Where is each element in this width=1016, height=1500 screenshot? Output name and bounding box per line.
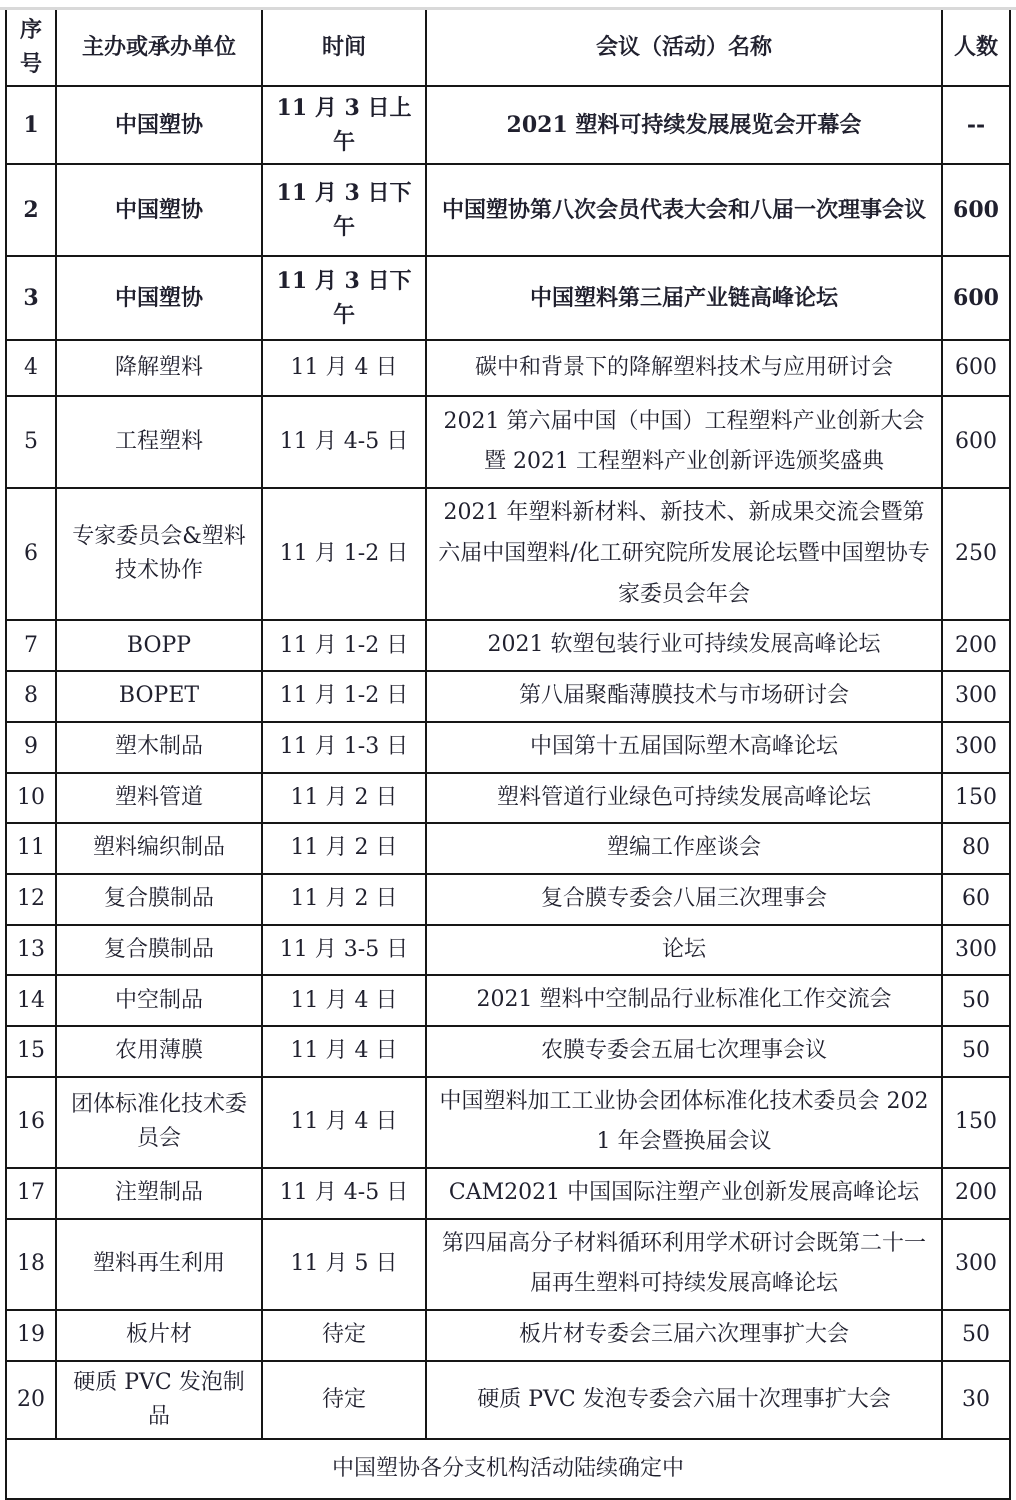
cell-count: 50 <box>942 1026 1010 1077</box>
cell-time: 待定 <box>262 1310 426 1361</box>
cell-unit: 注塑制品 <box>56 1168 262 1219</box>
cell-count: 250 <box>942 488 1010 620</box>
cell-count: 80 <box>942 823 1010 874</box>
cell-unit: BOPET <box>56 671 262 722</box>
cell-name: 农膜专委会五届七次理事会议 <box>426 1026 942 1077</box>
cell-time: 11 月 4-5 日 <box>262 1168 426 1219</box>
footer-note: 中国塑协各分支机构活动陆续确定中 <box>6 1439 1010 1499</box>
cell-time: 11 月 2 日 <box>262 773 426 824</box>
cell-unit: 塑木制品 <box>56 722 262 773</box>
cell-name: 第四届高分子材料循环利用学术研讨会既第二十一届再生塑料可持续发展高峰论坛 <box>426 1219 942 1310</box>
cell-serial: 20 <box>6 1361 56 1439</box>
cell-name: 2021 第六届中国（中国）工程塑料产业创新大会暨 2021 工程塑料产业创新评选颁奖盛典 <box>426 396 942 488</box>
table-header <box>6 8 1010 86</box>
table-row <box>6 975 1010 1026</box>
table-row <box>6 488 1010 620</box>
footer-row <box>6 1439 1010 1499</box>
cell-unit: 农用薄膜 <box>56 1026 262 1077</box>
cell-count: 60 <box>942 874 1010 925</box>
cell-name: 2021 塑料中空制品行业标准化工作交流会 <box>426 975 942 1026</box>
cell-unit: 复合膜制品 <box>56 874 262 925</box>
cell-serial: 6 <box>6 488 56 620</box>
cell-unit: 中国塑协 <box>56 256 262 340</box>
cell-serial: 19 <box>6 1310 56 1361</box>
table-row <box>6 874 1010 925</box>
cell-name: 中国塑协第八次会员代表大会和八届一次理事会议 <box>426 164 942 256</box>
cell-unit: 板片材 <box>56 1310 262 1361</box>
cell-time: 11 月 4 日 <box>262 340 426 396</box>
table-row <box>6 1310 1010 1361</box>
cell-unit: 降解塑料 <box>56 340 262 396</box>
cell-unit: 硬质 PVC 发泡制品 <box>56 1361 262 1439</box>
cell-count: 300 <box>942 925 1010 976</box>
cell-time: 11 月 1-3 日 <box>262 722 426 773</box>
cell-unit: 团体标准化技术委员会 <box>56 1077 262 1168</box>
cell-count: 150 <box>942 1077 1010 1168</box>
cell-unit: 中空制品 <box>56 975 262 1026</box>
cell-serial: 4 <box>6 340 56 396</box>
cell-time: 11 月 2 日 <box>262 823 426 874</box>
cell-serial: 18 <box>6 1219 56 1310</box>
cell-serial: 5 <box>6 396 56 488</box>
cell-unit: 工程塑料 <box>56 396 262 488</box>
cell-time: 11 月 4 日 <box>262 975 426 1026</box>
cell-count: 50 <box>942 1310 1010 1361</box>
header-row <box>6 8 1010 86</box>
table-row <box>6 340 1010 396</box>
cell-time: 11 月 1-2 日 <box>262 620 426 671</box>
cell-serial: 14 <box>6 975 56 1026</box>
table-footer <box>6 1439 1010 1499</box>
cell-serial: 8 <box>6 671 56 722</box>
table-row <box>6 1168 1010 1219</box>
cell-serial: 7 <box>6 620 56 671</box>
table-row <box>6 823 1010 874</box>
cell-serial: 11 <box>6 823 56 874</box>
cell-name: 板片材专委会三届六次理事扩大会 <box>426 1310 942 1361</box>
cell-time: 11 月 4-5 日 <box>262 396 426 488</box>
cell-name: 论坛 <box>426 925 942 976</box>
event-schedule-table <box>5 7 1011 1500</box>
cell-unit: 塑料编织制品 <box>56 823 262 874</box>
cell-count: 300 <box>942 722 1010 773</box>
cell-count: 600 <box>942 396 1010 488</box>
cell-name: 2021 年塑料新材料、新技术、新成果交流会暨第六届中国塑料/化工研究院所发展论坛暨中国塑协专家委员会年会 <box>426 488 942 620</box>
cell-serial: 10 <box>6 773 56 824</box>
cell-time: 11 月 1-2 日 <box>262 488 426 620</box>
cell-time: 11 月 3 日下午 <box>262 256 426 340</box>
cell-serial: 3 <box>6 256 56 340</box>
cell-count: 200 <box>942 620 1010 671</box>
col-header-unit: 主办或承办单位 <box>56 8 262 86</box>
cell-name: 第八届聚酯薄膜技术与市场研讨会 <box>426 671 942 722</box>
col-header-serial: 序号 <box>6 8 56 86</box>
cell-name: 硬质 PVC 发泡专委会六届十次理事扩大会 <box>426 1361 942 1439</box>
col-header-name: 会议（活动）名称 <box>426 8 942 86</box>
table-row <box>6 1361 1010 1439</box>
cell-name: 中国第十五届国际塑木高峰论坛 <box>426 722 942 773</box>
cell-name: 碳中和背景下的降解塑料技术与应用研讨会 <box>426 340 942 396</box>
table-row <box>6 1077 1010 1168</box>
cell-serial: 15 <box>6 1026 56 1077</box>
table-row <box>6 164 1010 256</box>
cell-name: 2021 软塑包装行业可持续发展高峰论坛 <box>426 620 942 671</box>
cell-count: 300 <box>942 671 1010 722</box>
cell-name: 塑料管道行业绿色可持续发展高峰论坛 <box>426 773 942 824</box>
cell-serial: 2 <box>6 164 56 256</box>
table-row <box>6 722 1010 773</box>
cell-serial: 12 <box>6 874 56 925</box>
cell-unit: 复合膜制品 <box>56 925 262 976</box>
cell-serial: 9 <box>6 722 56 773</box>
cell-unit: 塑料再生利用 <box>56 1219 262 1310</box>
table-body <box>6 86 1010 1439</box>
cell-count: 150 <box>942 773 1010 824</box>
cell-time: 待定 <box>262 1361 426 1439</box>
cell-time: 11 月 3 日下午 <box>262 164 426 256</box>
cell-count: 600 <box>942 256 1010 340</box>
cell-unit: 专家委员会&塑料技术协作 <box>56 488 262 620</box>
cell-name: 中国塑料加工工业协会团体标准化技术委员会 2021 年会暨换届会议 <box>426 1077 942 1168</box>
cell-time: 11 月 5 日 <box>262 1219 426 1310</box>
cell-time: 11 月 3-5 日 <box>262 925 426 976</box>
cell-count: 50 <box>942 975 1010 1026</box>
table-row <box>6 256 1010 340</box>
cell-time: 11 月 3 日上午 <box>262 86 426 164</box>
cell-serial: 13 <box>6 925 56 976</box>
table-row <box>6 86 1010 164</box>
table-row <box>6 925 1010 976</box>
cell-name: CAM2021 中国国际注塑产业创新发展高峰论坛 <box>426 1168 942 1219</box>
cell-count: 600 <box>942 340 1010 396</box>
cell-time: 11 月 4 日 <box>262 1026 426 1077</box>
cell-name: 复合膜专委会八届三次理事会 <box>426 874 942 925</box>
cell-name: 2021 塑料可持续发展展览会开幕会 <box>426 86 942 164</box>
page-top-edge <box>0 7 1016 10</box>
cell-count: -- <box>942 86 1010 164</box>
table-row <box>6 620 1010 671</box>
cell-time: 11 月 4 日 <box>262 1077 426 1168</box>
table-row <box>6 396 1010 488</box>
col-header-time: 时间 <box>262 8 426 86</box>
cell-unit: 塑料管道 <box>56 773 262 824</box>
table-row <box>6 773 1010 824</box>
cell-count: 200 <box>942 1168 1010 1219</box>
col-header-count: 人数 <box>942 8 1010 86</box>
cell-unit: 中国塑协 <box>56 86 262 164</box>
cell-count: 30 <box>942 1361 1010 1439</box>
table-row <box>6 671 1010 722</box>
cell-time: 11 月 2 日 <box>262 874 426 925</box>
cell-name: 塑编工作座谈会 <box>426 823 942 874</box>
table-row <box>6 1026 1010 1077</box>
cell-serial: 1 <box>6 86 56 164</box>
cell-count: 600 <box>942 164 1010 256</box>
cell-unit: BOPP <box>56 620 262 671</box>
cell-name: 中国塑料第三届产业链高峰论坛 <box>426 256 942 340</box>
cell-serial: 17 <box>6 1168 56 1219</box>
table-row <box>6 1219 1010 1310</box>
cell-count: 300 <box>942 1219 1010 1310</box>
cell-time: 11 月 1-2 日 <box>262 671 426 722</box>
cell-serial: 16 <box>6 1077 56 1168</box>
cell-unit: 中国塑协 <box>56 164 262 256</box>
